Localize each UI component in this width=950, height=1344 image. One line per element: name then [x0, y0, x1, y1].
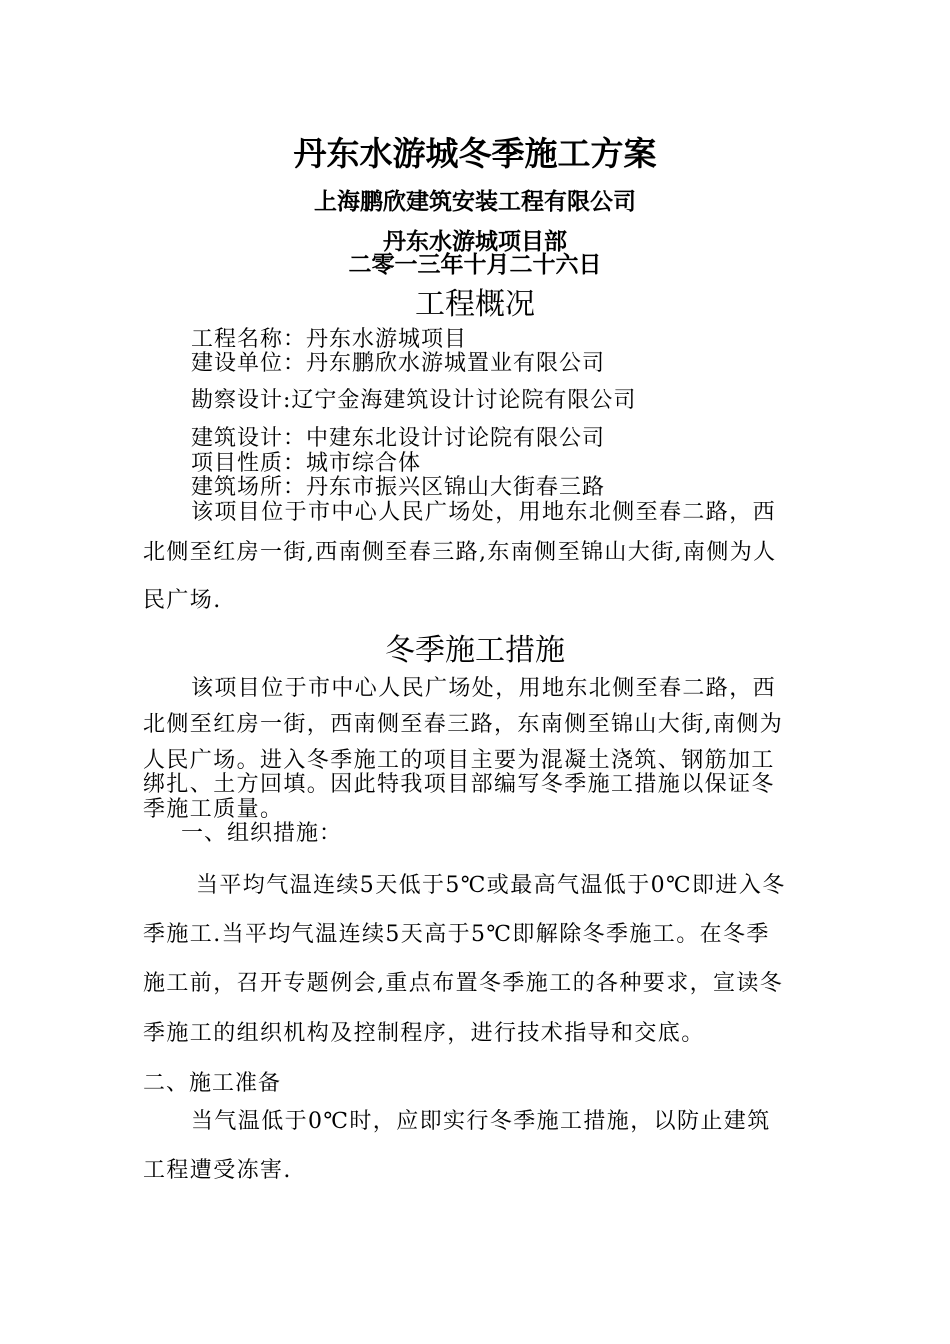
owner-line: 建设单位：丹东鹏欣水游城置业有限公司 — [191, 351, 606, 376]
department-name: 丹东水游城项目部 — [383, 229, 567, 255]
section-preparation-title: 二、施工准备 — [143, 1071, 282, 1096]
measures-intro-line: 季施工质量。 — [143, 797, 284, 822]
measures-heading: 冬季施工措施 — [385, 633, 565, 668]
survey-design-line: 勘察设计:辽宁金海建筑设计讨论院有限公司 — [191, 388, 637, 413]
organization-paragraph-line: 当平均气温连续5天低于5℃或最高气温低于0℃即进入冬 — [196, 873, 786, 898]
overview-paragraph-line: 该项目位于市中心人民广场处，用地东北侧至春二路，西 — [191, 500, 777, 525]
preparation-paragraph-line: 当气温低于0℃时，应即实行冬季施工措施，以防止建筑 — [191, 1109, 771, 1134]
measures-intro-line: 绑扎、土方回填。因此特我项目部编写冬季施工措施以保证冬 — [143, 772, 775, 797]
measures-intro-line: 北侧至红房一街，西南侧至春三路，东南侧至锦山大街,南侧为 — [143, 712, 784, 737]
organization-paragraph-line: 季施工的组织机构及控制程序，进行技术指导和交底。 — [143, 1021, 705, 1046]
project-name-line: 工程名称：丹东水游城项目 — [191, 327, 468, 352]
document-title: 丹东水游城冬季施工方案 — [293, 134, 657, 173]
section-organization-title: 一、组织措施： — [181, 821, 343, 846]
overview-paragraph-line: 北侧至红房一街,西南侧至春三路,东南侧至锦山大街,南侧为人 — [143, 540, 777, 565]
project-nature-line: 项目性质：城市综合体 — [191, 451, 422, 476]
organization-paragraph-line: 施工前，召开专题例会,重点布置冬季施工的各种要求，宣读冬 — [143, 971, 784, 996]
overview-heading: 工程概况 — [415, 287, 535, 322]
architecture-design-line: 建筑设计：中建东北设计讨论院有限公司 — [191, 426, 606, 451]
company-name: 上海鹏欣建筑安装工程有限公司 — [314, 189, 636, 215]
location-line: 建筑场所：丹东市振兴区锦山大街春三路 — [191, 475, 606, 500]
measures-intro-line: 人民广场。进入冬季施工的项目主要为混凝土浇筑、钢筋加工 — [143, 748, 775, 773]
overview-paragraph-line: 民广场. — [143, 588, 222, 613]
preparation-paragraph-line: 工程遭受冻害. — [143, 1158, 292, 1183]
measures-intro-line: 该项目位于市中心人民广场处，用地东北侧至春二路，西 — [191, 676, 777, 701]
document-date: 二零一三年十月二十六日 — [348, 252, 602, 278]
organization-paragraph-line: 季施工.当平均气温连续5天高于5℃即解除冬季施工。在冬季 — [143, 922, 770, 947]
